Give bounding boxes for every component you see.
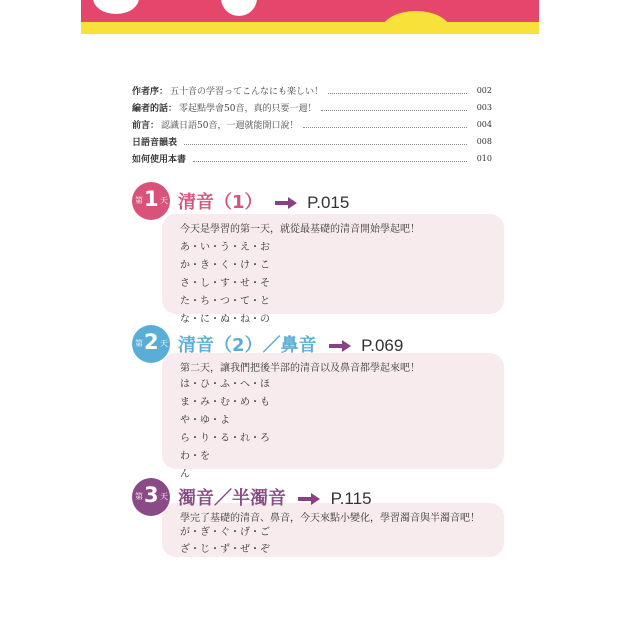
- day-intro: 學完了基礎的清音、鼻音，今天來點小變化，學習濁音與半濁音吧！: [180, 513, 480, 524]
- decorative-circle: [381, 11, 451, 22]
- toc-desc: 認識日語50音，一週就能開口說！: [161, 121, 299, 131]
- page-reference: P.069: [361, 336, 404, 355]
- toc-row[interactable]: [132, 116, 492, 133]
- header-banner: [81, 0, 539, 22]
- badge-prefix: 第: [135, 196, 143, 205]
- badge-prefix: 第: [135, 492, 143, 501]
- badge-suffix: 天: [160, 492, 168, 501]
- toc-desc: 五十音の学習ってこんなにも楽しい！: [170, 87, 324, 97]
- day-content-box: [162, 353, 504, 480]
- day-intro: 今天是學習的第一天，就從最基礎的清音開始學起吧！: [180, 224, 420, 235]
- day-content-box: [162, 503, 504, 557]
- toc-row[interactable]: [132, 133, 492, 150]
- day-badge: [132, 478, 170, 516]
- toc-leader: [184, 138, 467, 145]
- table-of-contents: [132, 82, 492, 167]
- day-title[interactable]: [178, 188, 349, 214]
- toc-label: 編者的話：: [132, 104, 178, 114]
- decorative-circle: [93, 0, 139, 14]
- right-arrow-icon: [329, 340, 351, 352]
- badge-suffix: 天: [160, 339, 168, 348]
- kana-row: が・ぎ・ぐ・げ・ご: [180, 527, 270, 538]
- kana-row: ざ・じ・ず・ぜ・ぞ: [180, 544, 270, 555]
- toc-label: 作者序：: [132, 87, 169, 97]
- toc-page: 004: [476, 120, 492, 129]
- toc-leader: [193, 155, 467, 162]
- badge-number: 3: [144, 483, 159, 507]
- toc-row[interactable]: [132, 82, 492, 99]
- day-badge: [132, 182, 170, 220]
- toc-leader: [303, 121, 467, 128]
- day-title-text: 濁音／半濁音: [178, 488, 286, 509]
- day-title-text: 清音（2）／鼻音: [178, 335, 317, 356]
- day-title[interactable]: [178, 331, 403, 357]
- header-stripe: [81, 22, 539, 34]
- toc-page: 003: [476, 103, 492, 112]
- badge-number: 2: [144, 330, 159, 354]
- badge-number: 1: [144, 187, 159, 211]
- toc-desc: 零起點學會50音，真的只要一週！: [179, 104, 317, 114]
- toc-label: 如何使用本書: [132, 155, 187, 165]
- badge-prefix: 第: [135, 339, 143, 348]
- day-title[interactable]: [178, 484, 372, 510]
- right-arrow-icon: [275, 197, 297, 209]
- kana-row: さ・し・す・せ・そ: [180, 278, 270, 289]
- decorative-circle: [221, 0, 257, 16]
- kana-row: は・ひ・ふ・へ・ほ: [180, 379, 270, 390]
- toc-row[interactable]: [132, 150, 492, 167]
- badge-suffix: 天: [160, 196, 168, 205]
- kana-row: あ・い・う・え・お: [180, 242, 270, 253]
- day-intro: 第二天，讓我們把後半部的清音以及鼻音都學起來吧！: [180, 363, 420, 374]
- toc-label: 前言：: [132, 121, 160, 131]
- toc-row[interactable]: [132, 99, 492, 116]
- book-page: [81, 0, 539, 620]
- kana-row: ま・み・む・め・も: [180, 397, 270, 408]
- toc-label: 日語音韻表: [132, 138, 178, 148]
- right-arrow-icon: [298, 493, 320, 505]
- kana-row: な・に・ぬ・ね・の: [180, 314, 270, 325]
- kana-row: ら・り・る・れ・ろ: [180, 433, 270, 444]
- kana-row: や・ゆ・よ: [180, 415, 230, 426]
- day-badge: [132, 325, 170, 363]
- toc-leader: [328, 87, 467, 94]
- kana-row: わ・を: [180, 451, 210, 462]
- page-reference: P.115: [330, 489, 372, 508]
- toc-page: 002: [476, 86, 492, 95]
- kana-row: か・き・く・け・こ: [180, 260, 270, 271]
- day-content-box: [162, 214, 504, 325]
- day-title-text: 清音（1）: [178, 192, 263, 213]
- kana-row: ん: [180, 469, 190, 480]
- toc-page: 010: [476, 154, 492, 163]
- toc-leader: [321, 104, 467, 111]
- page-reference: P.015: [307, 193, 350, 212]
- toc-page: 008: [476, 137, 492, 146]
- kana-row: た・ち・つ・て・と: [180, 296, 270, 307]
